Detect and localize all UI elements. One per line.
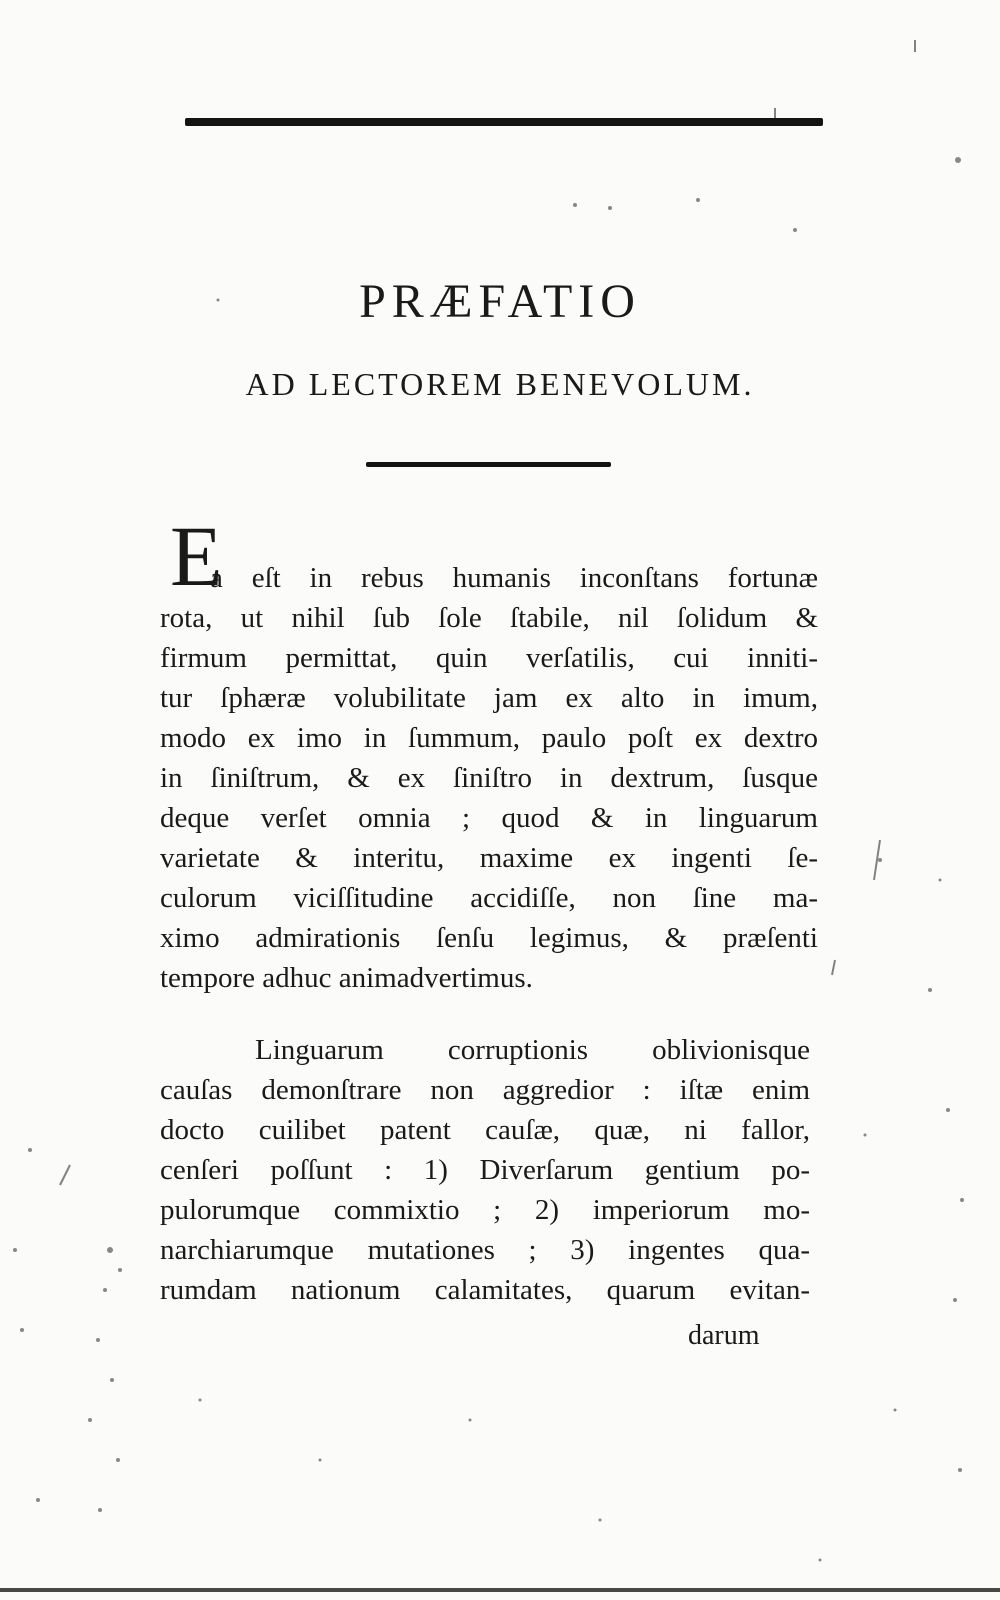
page-subtitle: AD LECTOREM BENEVOLUM. <box>245 366 755 402</box>
text-line: deque verſet omnia ; quod & in linguarum <box>160 802 818 834</box>
text-line: tempore adhuc animadvertimus. <box>160 962 533 994</box>
text-line: Linguarum corruptionis oblivionisque <box>255 1034 810 1066</box>
paragraph-2 <box>160 1030 810 1310</box>
top-rule <box>185 118 823 126</box>
text-line: docto cuilibet patent cauſæ, quæ, ni fallor, <box>160 1114 810 1146</box>
catchword: darum <box>688 1320 760 1351</box>
text-line: firmum permittat, quin verſatilis, cui inniti- <box>160 642 818 674</box>
text-line: rota, ut nihil ſub ſole ſtabile, nil ſolidum & <box>160 602 818 634</box>
text-line: ximo admirationis ſenſu legimus, & præſenti <box>160 922 818 954</box>
text-line: cauſas demonſtrare non aggredior : iſtæ enim <box>160 1074 810 1106</box>
text-line: a eſt in rebus humanis inconſtans fortunæ <box>210 562 818 594</box>
text-line: tur ſphæræ volubilitate jam ex alto in imum, <box>160 682 818 714</box>
drop-cap: E <box>170 508 223 604</box>
text-line: cenſeri poſſunt : 1) Diverſarum gentium po- <box>160 1154 810 1186</box>
text-line: varietate & interitu, maxime ex ingenti ſe- <box>160 842 818 874</box>
page-title: PRÆFATIO <box>359 275 641 328</box>
text-line: rumdam nationum calamitates, quarum evitan- <box>160 1274 810 1306</box>
text-line: in ſiniſtrum, & ex ſiniſtro in dextrum, ſusque <box>160 762 818 794</box>
text-line: narchiarumque mutationes ; 3) ingentes qua- <box>160 1234 810 1266</box>
paragraph-1 <box>160 558 818 998</box>
section-rule <box>366 462 611 467</box>
text-line: pulorumque commixtio ; 2) imperiorum mo- <box>160 1194 810 1226</box>
text-line: culorum viciſſitudine accidiſſe, non ſine ma- <box>160 882 818 914</box>
text-line: modo ex imo in ſummum, paulo poſt ex dextro <box>160 722 818 754</box>
